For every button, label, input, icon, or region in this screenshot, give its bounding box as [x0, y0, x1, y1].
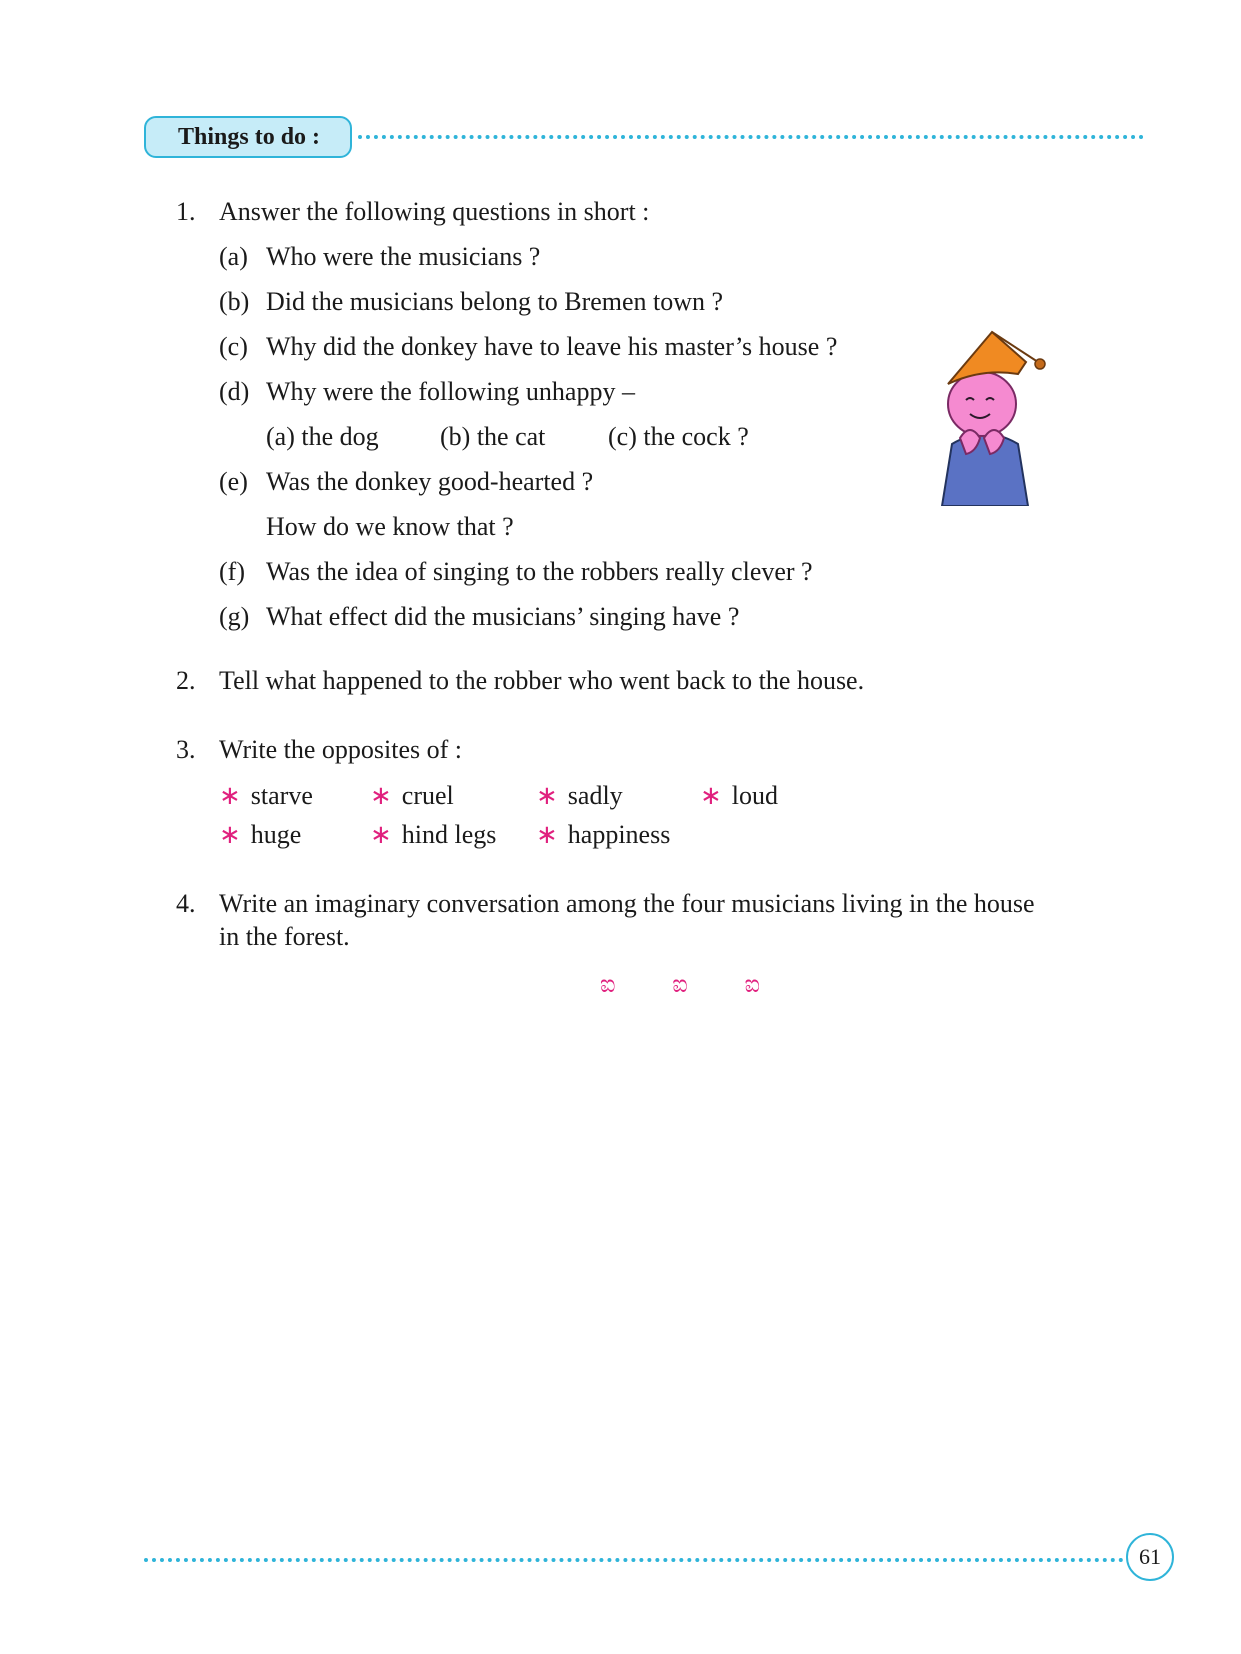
q4-text-line2: in the forest. — [219, 922, 350, 951]
q1e-label: (e) — [219, 467, 248, 496]
q1g-text: What effect did the musicians’ singing have ? — [266, 602, 740, 631]
opposite-item — [536, 820, 670, 850]
q1b-label: (b) — [219, 287, 250, 316]
q2-text: Tell what happened to the robber who went back to the house. — [219, 666, 865, 695]
ornament-icon: ಐ — [672, 972, 688, 998]
opposite-item — [700, 781, 778, 811]
opposite-item — [219, 781, 313, 811]
q4-number: 4. — [176, 889, 196, 918]
bullet-icon: ∗ — [370, 820, 392, 850]
opposite-item — [370, 781, 454, 811]
opposite-word: sadly — [567, 781, 623, 810]
q1f-label: (f) — [219, 557, 245, 586]
opposite-item — [219, 820, 301, 850]
page-number: 61 — [1126, 1533, 1174, 1581]
q1g-label: (g) — [219, 602, 250, 631]
footer-dotted-rule — [144, 1558, 1124, 1562]
opposite-word: hind legs — [401, 820, 497, 849]
q1c-text: Why did the donkey have to leave his master’s house ? — [266, 332, 838, 361]
q1e-continuation: How do we know that ? — [266, 512, 514, 541]
bullet-icon: ∗ — [219, 781, 241, 811]
bullet-icon: ∗ — [370, 781, 392, 811]
q1d-sub-cock: (c) the cock ? — [608, 422, 749, 451]
bullet-icon: ∗ — [700, 781, 722, 811]
bullet-icon: ∗ — [536, 781, 558, 811]
opposite-word: happiness — [567, 820, 671, 849]
opposite-word: loud — [731, 781, 779, 810]
q3-text: Write the opposites of : — [219, 735, 463, 764]
q1-text: Answer the following questions in short : — [219, 197, 650, 226]
opposite-word: cruel — [401, 781, 454, 810]
ornament-icon: ಐ — [600, 972, 616, 998]
q1d-sub-dog: (a) the dog — [266, 422, 379, 451]
q1e-text: Was the donkey good-hearted ? — [266, 467, 594, 496]
q1a-label: (a) — [219, 242, 248, 271]
opposite-item — [536, 781, 623, 811]
bullet-icon: ∗ — [536, 820, 558, 850]
ornament-icon: ಐ — [744, 972, 760, 998]
q1d-label: (d) — [219, 377, 250, 406]
q4-text-line1: Write an imaginary conversation among the four musicians living in the house — [219, 889, 1035, 918]
opposite-word: huge — [250, 820, 302, 849]
q3-number: 3. — [176, 735, 196, 764]
q1a-text: Who were the musicians ? — [266, 242, 541, 271]
elf-illustration — [922, 326, 1048, 506]
things-to-do-header — [144, 116, 1144, 160]
end-ornaments — [600, 972, 760, 1002]
bullet-icon: ∗ — [219, 820, 241, 850]
opposite-item — [370, 820, 496, 850]
q1-number: 1. — [176, 197, 196, 226]
opposite-word: starve — [250, 781, 313, 810]
header-dotted-rule — [358, 135, 1144, 139]
q1d-sub-cat: (b) the cat — [440, 422, 546, 451]
q1c-label: (c) — [219, 332, 248, 361]
q1d-text: Why were the following unhappy – — [266, 377, 635, 406]
q1b-text: Did the musicians belong to Bremen town ? — [266, 287, 724, 316]
q1f-text: Was the idea of singing to the robbers really clever ? — [266, 557, 813, 586]
q2-number: 2. — [176, 666, 196, 695]
section-title: Things to do : — [144, 116, 352, 158]
